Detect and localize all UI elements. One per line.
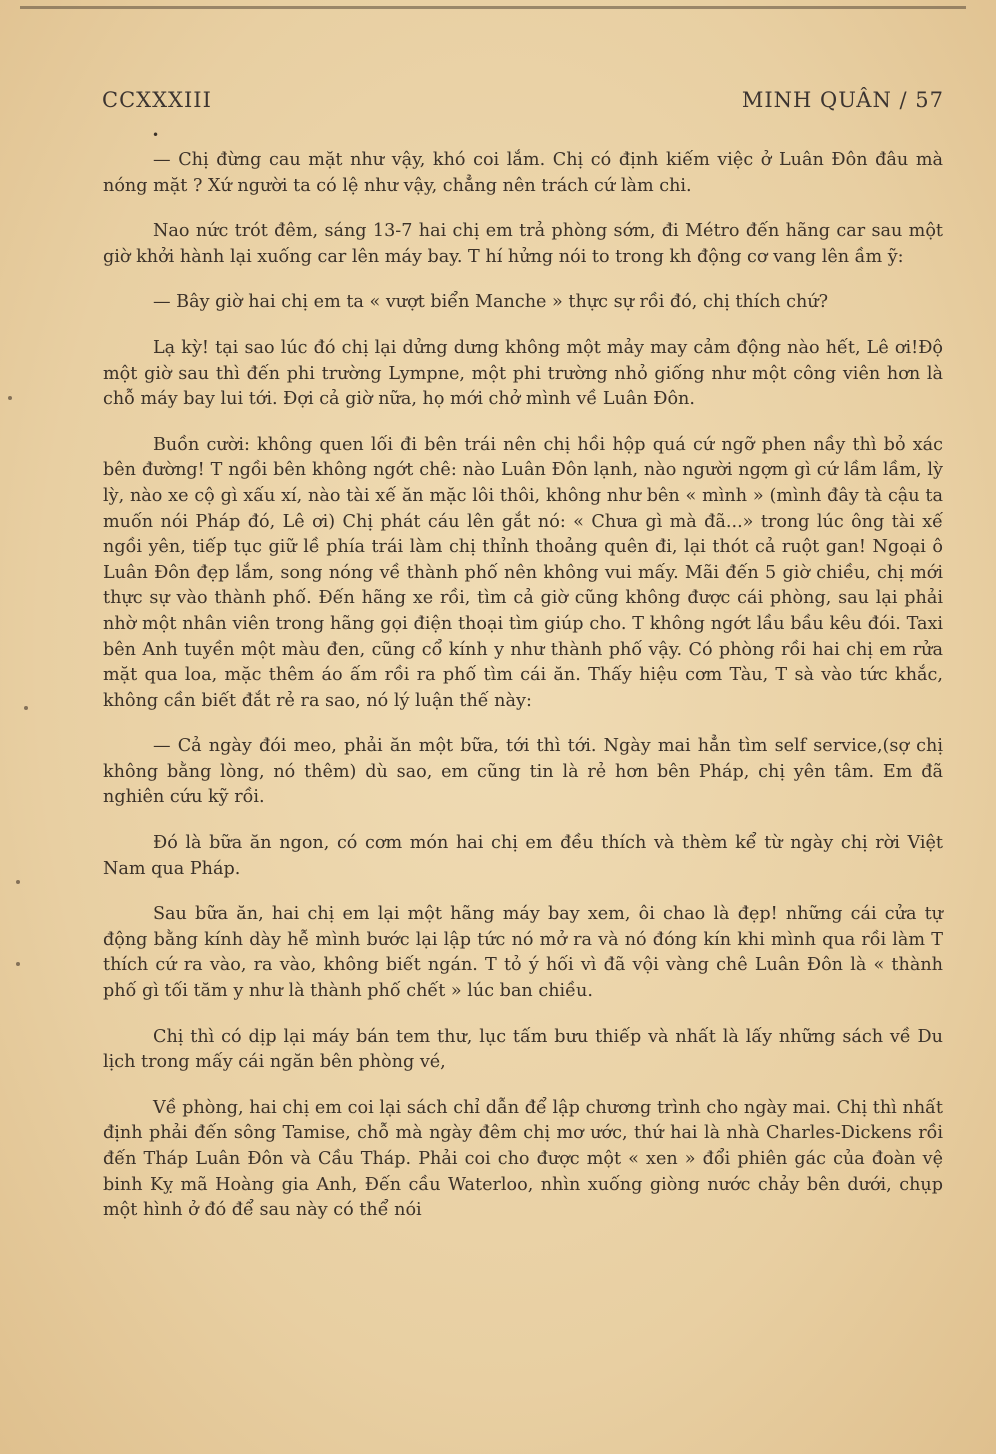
chapter-number: CCXXXIII <box>102 88 212 112</box>
paragraph: — Chị đừng cau mặt như vậy, khó coi lắm. Chị có định kiếm việc ở Luân Đôn đâu mà nóng mặt ? Xứ người ta có lệ như vậy, chẳng nên trách cứ làm chi. <box>103 150 943 196</box>
speck <box>16 962 20 966</box>
paragraph: Buồn cười: không quen lối đi bên trái nên chị hồi hộp quá cứ ngỡ phen nầy thì bỏ xác bên đường! T ngồi bên không ngớt chê: nào Luân Đôn lạnh, nào người ngợm gì cứ lầm lầm, lỳ lỳ, nào xe cộ gì xấu xí, nào tài xế ăn mặc lôi thôi, không như bên « mình » (mình đây tà cậu ta muốn nói Pháp đó, Lê ơi) Chị phát cáu lên gắt nó: « Chưa gì mà đã...» trong lúc ông tài xế ngồi yên, tiếp tục giữ lề phía trái làm chị thỉnh thoảng quên đi, lại thót cả ruột gan! Ngoại ô Luân Đôn đẹp lắm, song nóng về thành phố nên không vui mấy. Mãi đến 5 giờ chiều, chị mới thực sự vào thành phố. Đến hãng xe rồi, tìm cả giờ cũng không được cái phòng, sau lại phải nhờ một nhân viên trong hãng gọi điện thoại tìm giúp cho. T không ngớt lầu bầu kêu đói. Taxi bên Anh tuyền một màu đen, cũng cổ kính y như thành phố vậy. Có phòng rồi hai chị em rửa mặt qua loa, mặc thêm áo ấm rồi ra phố tìm cái ăn. Thấy hiệu cơm Tàu, T sà vào tức khắc, không cần biết đắt rẻ ra sao, nó lý luận thế này: <box>103 434 943 711</box>
speck <box>24 706 28 710</box>
paragraph: Sau bữa ăn, hai chị em lại một hãng máy bay xem, ôi chao là đẹp! những cái cửa tự động bằng kính dày hễ mình bước lại lập tức nó mở ra và nó đóng kín khi mình qua rồi làm T thích cứ ra vào, ra vào, không biết ngán. T tỏ ý hối vì đã vội vàng chê Luân Đôn là « thành phố gì tối tăm y như là thành phố chết » lúc ban chiều. <box>103 904 943 1002</box>
speck <box>8 396 12 400</box>
bullet-mark: • <box>152 128 160 142</box>
paragraph: — Bây giờ hai chị em ta « vượt biển Manche » thực sự rồi đó, chị thích chứ? <box>153 292 829 313</box>
page-top-border <box>20 6 966 9</box>
paragraph: Chị thì có dịp lại máy bán tem thư, lục tấm bưu thiếp và nhất là lấy những sách về Du lịch trong mấy cái ngăn bên phòng vé, <box>103 1026 943 1073</box>
speck <box>16 880 20 884</box>
paragraph: Lạ kỳ! tại sao lúc đó chị lại dửng dưng không một mảy may cảm động nào hết, Lê ơi!Độ một giờ sau thì đến phi trường Lympne, một phi trường nhỏ giống như một công viên hơn là chỗ máy bay lui tới. Đợi cả giờ nữa, họ mới chở mình về Luân Đôn. <box>103 337 943 410</box>
paragraph: Đó là bữa ăn ngon, có cơm món hai chị em đều thích và thèm kể từ ngày chị rời Việt Nam qua Pháp. <box>103 833 943 879</box>
body-text <box>103 148 943 1224</box>
paragraph: Về phòng, hai chị em coi lại sách chỉ dẫn để lập chương trình cho ngày mai. Chị thì nhất định phải đến sông Tamise, chỗ mà ngày đêm chị mơ ước, thứ hai là nhà Charles-Dickens rồi đến Tháp Luân Đôn và Cầu Tháp. Phải coi cho được một « xen » đổi phiên gác của đoàn vệ binh Kỵ mã Hoàng gia Anh, Đến cầu Waterloo, nhìn xuống giòng nước chảy bên dưới, chụp một hình ở đó để sau này có thể nói <box>103 1097 943 1221</box>
page-header <box>102 88 944 122</box>
paragraph: Nao nức trót đêm, sáng 13-7 hai chị em trả phòng sớm, đi Métro đến hãng car sau một giờ khởi hành lại xuống car lên máy bay. T hí hửng nói to trong kh động cơ vang lên ầm ỹ: <box>103 221 943 267</box>
paragraph: — Cả ngày đói meo, phải ăn một bữa, tới thì tới. Ngày mai hẳn tìm self service,(sợ chị không bằng lòng, nó thêm) dù sao, em cũng tin là rẻ hơn bên Pháp, chị yên tâm. Em đã nghiên cứu kỹ rồi. <box>103 736 943 808</box>
running-title: MINH QUÂN / 57 <box>741 88 944 112</box>
